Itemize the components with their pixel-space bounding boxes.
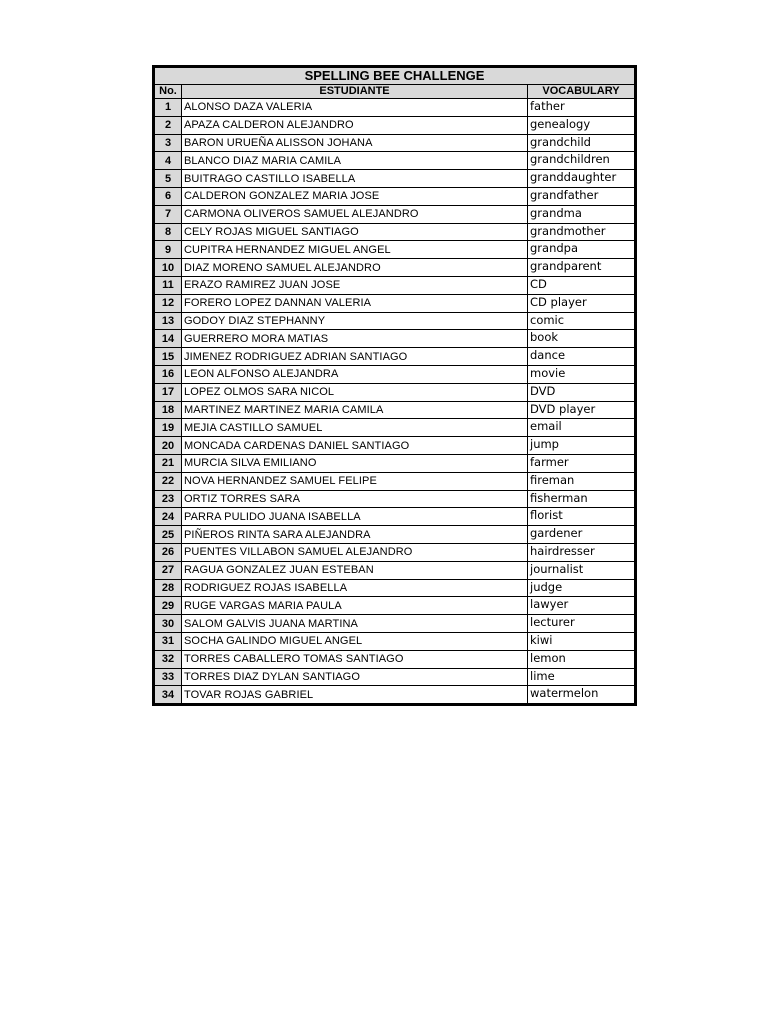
row-number: 17	[155, 383, 182, 401]
vocabulary-word: grandpa	[528, 241, 635, 259]
table-row	[155, 241, 635, 259]
header-no: No.	[155, 85, 182, 99]
vocabulary-word: kiwi	[528, 632, 635, 650]
table-row	[155, 152, 635, 170]
row-number: 32	[155, 650, 182, 668]
row-number: 8	[155, 223, 182, 241]
student-name: FORERO LOPEZ DANNAN VALERIA	[182, 294, 528, 312]
vocabulary-word: CD player	[528, 294, 635, 312]
table-row	[155, 437, 635, 455]
student-name: MURCIA SILVA EMILIANO	[182, 454, 528, 472]
student-name: JIMENEZ RODRIGUEZ ADRIAN SANTIAGO	[182, 348, 528, 366]
header-vocabulary: VOCABULARY	[528, 85, 635, 99]
row-number: 26	[155, 543, 182, 561]
title-row	[155, 68, 635, 85]
row-number: 33	[155, 668, 182, 686]
vocabulary-word: judge	[528, 579, 635, 597]
vocabulary-word: genealogy	[528, 116, 635, 134]
student-name: CELY ROJAS MIGUEL SANTIAGO	[182, 223, 528, 241]
vocabulary-word: grandparent	[528, 259, 635, 277]
table-row	[155, 454, 635, 472]
student-name: BUITRAGO CASTILLO ISABELLA	[182, 170, 528, 188]
vocabulary-word: fireman	[528, 472, 635, 490]
student-name: MONCADA CARDENAS DANIEL SANTIAGO	[182, 437, 528, 455]
vocabulary-word: lawyer	[528, 597, 635, 615]
table-row	[155, 632, 635, 650]
student-name: ERAZO RAMIREZ JUAN JOSE	[182, 276, 528, 294]
student-name: CALDERON GONZALEZ MARIA JOSE	[182, 187, 528, 205]
student-name: PIÑEROS RINTA SARA ALEJANDRA	[182, 526, 528, 544]
table-row	[155, 597, 635, 615]
row-number: 16	[155, 365, 182, 383]
vocabulary-word: father	[528, 99, 635, 117]
row-number: 10	[155, 259, 182, 277]
vocabulary-word: farmer	[528, 454, 635, 472]
row-number: 7	[155, 205, 182, 223]
table-row	[155, 383, 635, 401]
spelling-bee-sheet	[152, 65, 637, 706]
row-number: 24	[155, 508, 182, 526]
vocabulary-word: grandmother	[528, 223, 635, 241]
vocabulary-word: gardener	[528, 526, 635, 544]
table-row	[155, 187, 635, 205]
row-number: 9	[155, 241, 182, 259]
table-row	[155, 579, 635, 597]
row-number: 6	[155, 187, 182, 205]
table-row	[155, 205, 635, 223]
vocabulary-word: grandchildren	[528, 152, 635, 170]
row-number: 12	[155, 294, 182, 312]
table-row	[155, 490, 635, 508]
student-name: MARTINEZ MARTINEZ MARIA CAMILA	[182, 401, 528, 419]
row-number: 30	[155, 615, 182, 633]
student-name: LOPEZ OLMOS SARA NICOL	[182, 383, 528, 401]
table-row	[155, 99, 635, 117]
table-row	[155, 686, 635, 704]
row-number: 25	[155, 526, 182, 544]
vocabulary-word: lemon	[528, 650, 635, 668]
table-row	[155, 526, 635, 544]
vocabulary-word: CD	[528, 276, 635, 294]
student-name: BARON URUEÑA ALISSON JOHANA	[182, 134, 528, 152]
student-name: APAZA CALDERON ALEJANDRO	[182, 116, 528, 134]
row-number: 18	[155, 401, 182, 419]
sheet-title: SPELLING BEE CHALLENGE	[155, 68, 635, 85]
header-student: ESTUDIANTE	[182, 85, 528, 99]
table-row	[155, 134, 635, 152]
row-number: 3	[155, 134, 182, 152]
vocabulary-word: email	[528, 419, 635, 437]
table-row	[155, 365, 635, 383]
row-number: 29	[155, 597, 182, 615]
vocabulary-word: journalist	[528, 561, 635, 579]
vocabulary-word: lime	[528, 668, 635, 686]
table-row	[155, 330, 635, 348]
vocabulary-word: fisherman	[528, 490, 635, 508]
row-number: 20	[155, 437, 182, 455]
vocabulary-word: grandchild	[528, 134, 635, 152]
row-number: 5	[155, 170, 182, 188]
row-number: 27	[155, 561, 182, 579]
student-name: GUERRERO MORA MATIAS	[182, 330, 528, 348]
row-number: 19	[155, 419, 182, 437]
row-number: 14	[155, 330, 182, 348]
vocabulary-word: granddaughter	[528, 170, 635, 188]
table-row	[155, 508, 635, 526]
vocabulary-word: jump	[528, 437, 635, 455]
student-name: ORTIZ TORRES SARA	[182, 490, 528, 508]
student-name: RUGE VARGAS MARIA PAULA	[182, 597, 528, 615]
student-name: NOVA HERNANDEZ SAMUEL FELIPE	[182, 472, 528, 490]
student-name: DIAZ MORENO SAMUEL ALEJANDRO	[182, 259, 528, 277]
student-name: TORRES DIAZ DYLAN SANTIAGO	[182, 668, 528, 686]
student-name: RAGUA GONZALEZ JUAN ESTEBAN	[182, 561, 528, 579]
vocabulary-word: DVD	[528, 383, 635, 401]
student-name: PARRA PULIDO JUANA ISABELLA	[182, 508, 528, 526]
student-vocabulary-table	[154, 67, 635, 704]
vocabulary-word: grandma	[528, 205, 635, 223]
vocabulary-word: comic	[528, 312, 635, 330]
student-name: CARMONA OLIVEROS SAMUEL ALEJANDRO	[182, 205, 528, 223]
student-name: SALOM GALVIS JUANA MARTINA	[182, 615, 528, 633]
table-row	[155, 116, 635, 134]
table-row	[155, 401, 635, 419]
table-body	[155, 99, 635, 704]
row-number: 34	[155, 686, 182, 704]
student-name: TOVAR ROJAS GABRIEL	[182, 686, 528, 704]
vocabulary-word: book	[528, 330, 635, 348]
student-name: BLANCO DIAZ MARIA CAMILA	[182, 152, 528, 170]
table-row	[155, 294, 635, 312]
vocabulary-word: movie	[528, 365, 635, 383]
row-number: 1	[155, 99, 182, 117]
table-row	[155, 615, 635, 633]
student-name: SOCHA GALINDO MIGUEL ANGEL	[182, 632, 528, 650]
vocabulary-word: dance	[528, 348, 635, 366]
row-number: 11	[155, 276, 182, 294]
table-row	[155, 259, 635, 277]
student-name: GODOY DIAZ STEPHANNY	[182, 312, 528, 330]
vocabulary-word: grandfather	[528, 187, 635, 205]
student-name: ALONSO DAZA VALERIA	[182, 99, 528, 117]
table-row	[155, 312, 635, 330]
table-row	[155, 223, 635, 241]
table-row	[155, 561, 635, 579]
student-name: MEJIA CASTILLO SAMUEL	[182, 419, 528, 437]
row-number: 2	[155, 116, 182, 134]
vocabulary-word: DVD player	[528, 401, 635, 419]
row-number: 23	[155, 490, 182, 508]
row-number: 4	[155, 152, 182, 170]
table-row	[155, 472, 635, 490]
vocabulary-word: florist	[528, 508, 635, 526]
row-number: 31	[155, 632, 182, 650]
student-name: RODRIGUEZ ROJAS ISABELLA	[182, 579, 528, 597]
student-name: TORRES CABALLERO TOMAS SANTIAGO	[182, 650, 528, 668]
vocabulary-word: hairdresser	[528, 543, 635, 561]
table-row	[155, 170, 635, 188]
table-row	[155, 276, 635, 294]
table-row	[155, 650, 635, 668]
row-number: 28	[155, 579, 182, 597]
row-number: 21	[155, 454, 182, 472]
table-row	[155, 668, 635, 686]
row-number: 22	[155, 472, 182, 490]
student-name: PUENTES VILLABON SAMUEL ALEJANDRO	[182, 543, 528, 561]
vocabulary-word: lecturer	[528, 615, 635, 633]
student-name: LEON ALFONSO ALEJANDRA	[182, 365, 528, 383]
table-row	[155, 419, 635, 437]
row-number: 15	[155, 348, 182, 366]
student-name: CUPITRA HERNANDEZ MIGUEL ANGEL	[182, 241, 528, 259]
column-header-row	[155, 85, 635, 99]
table-row	[155, 543, 635, 561]
vocabulary-word: watermelon	[528, 686, 635, 704]
table-row	[155, 348, 635, 366]
row-number: 13	[155, 312, 182, 330]
